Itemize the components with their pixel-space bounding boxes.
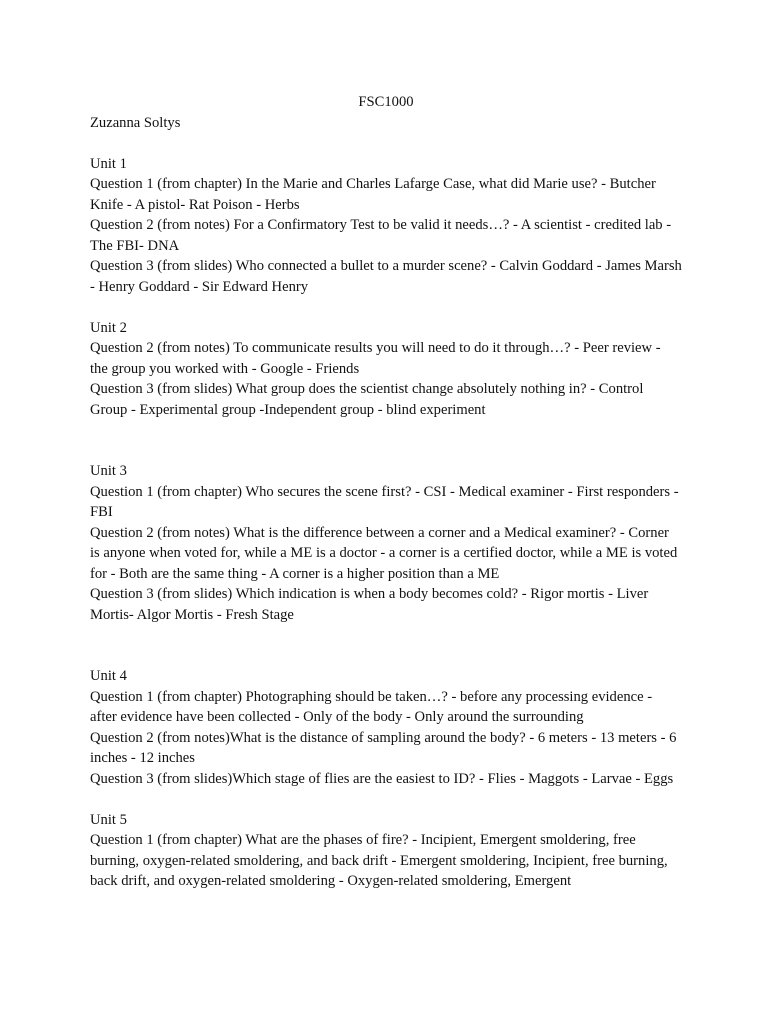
unit-section-3 — [90, 461, 682, 625]
question-item: Question 3 (from slides) Who connected a bullet to a murder scene? - Calvin Goddard - James Marsh - Henry Goddard - Sir Edward Henry — [90, 258, 682, 295]
question-item: Question 1 (from chapter) Photographing should be taken…? - before any processing evidence - after evidence have been collected - Only of the body - Only around the surrounding — [90, 688, 653, 725]
document-body — [90, 92, 682, 892]
question-item: Question 1 (from chapter) Who secures the scene first? - CSI - Medical examiner - First responders - FBI — [90, 483, 679, 520]
question-item: Question 1 (from chapter) In the Marie and Charles Lafarge Case, what did Marie use? - Butcher Knife - A pistol- Rat Poison - Herbs — [90, 176, 656, 213]
question-item: Question 2 (from notes)What is the distance of sampling around the body? - 6 meters - 13 meters - 6 inches - 12 inches — [90, 729, 677, 766]
unit-section-2 — [90, 318, 682, 421]
unit-section-5 — [90, 810, 682, 892]
blank-line — [90, 625, 682, 666]
unit-heading: Unit 3 — [90, 463, 127, 479]
question-item: Question 3 (from slides)Which stage of flies are the easiest to ID? - Flies - Maggots - Larvae - Eggs — [90, 770, 674, 787]
question-item: Question 1 (from chapter) What are the phases of fire? - Incipient, Emergent smoldering, free burning, oxygen-related smoldering, and back drift - Emergent smoldering, Incipient, free burning, back drift, and oxygen-related smoldering - Oxygen-related smoldering, Emergent — [90, 832, 668, 889]
unit-heading: Unit 5 — [90, 811, 127, 828]
unit-section-1 — [90, 154, 682, 298]
unit-section-4 — [90, 666, 682, 789]
question-item: Question 2 (from notes) For a Confirmatory Test to be valid it needs…? - A scientist - credited lab - The FBI- DNA — [90, 217, 672, 254]
blank-line — [90, 297, 682, 318]
unit-heading: Unit 2 — [90, 319, 127, 336]
blank-line — [90, 420, 682, 461]
question-item: Question 3 (from slides) Which indication is when a body becomes cold? - Rigor mortis - Liver Mortis- Algor Mortis - Fresh Stage — [90, 586, 649, 623]
question-item: Question 3 (from slides) What group does the scientist change absolutely nothing in? - Control Group - Experimental group -Independent group - blind experiment — [90, 381, 644, 418]
author-name: Zuzanna Soltys — [90, 114, 181, 131]
blank-line — [90, 133, 682, 154]
question-item: Question 2 (from notes) To communicate results you will need to do it through…? - Peer review - the group you worked with - Google - Friends — [90, 340, 661, 377]
unit-heading: Unit 4 — [90, 668, 127, 684]
unit-heading: Unit 1 — [90, 155, 127, 172]
question-item: Question 2 (from notes) What is the difference between a corner and a Medical examiner? - Corner is anyone when voted for, while a ME is a doctor - a corner is a certified doctor, while a ME is voted for - Both are the same thing - A corner is a higher position than a ME — [90, 524, 678, 582]
blank-line — [90, 789, 682, 810]
course-title: FSC1000 — [358, 94, 414, 110]
